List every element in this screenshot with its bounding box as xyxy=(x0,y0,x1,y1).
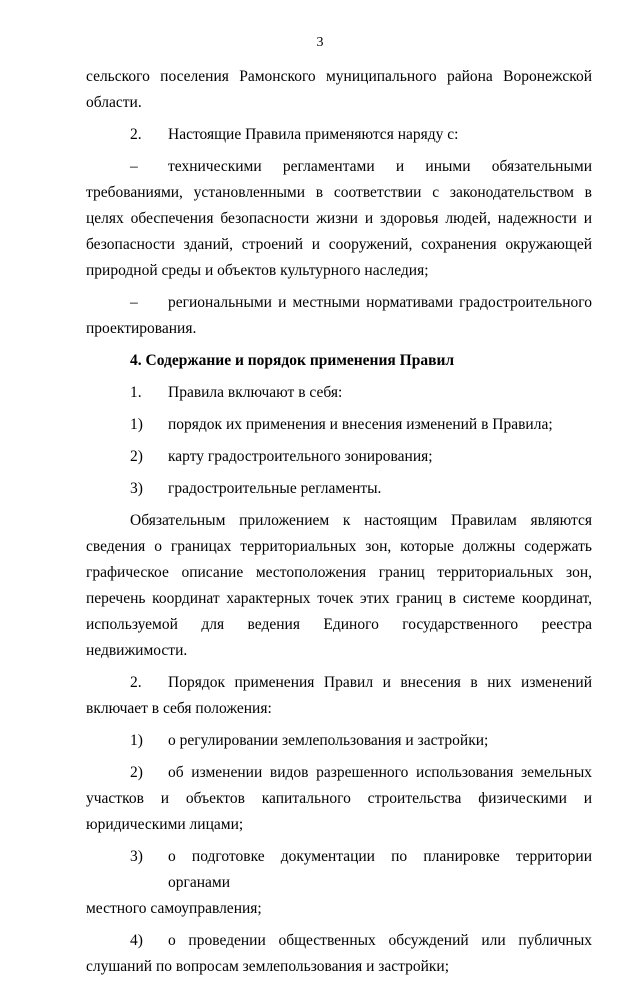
item-number: 2) xyxy=(130,764,143,781)
item-text: градостроительные регламенты. xyxy=(168,480,382,497)
list-item xyxy=(86,728,592,754)
item-number: 1) xyxy=(130,416,143,433)
item-number: 2. xyxy=(130,674,142,691)
dash-item-first-line: региональными и местными нормативами градостроительного xyxy=(168,294,592,311)
item-text: карту градостроительного зонирования; xyxy=(168,448,433,465)
document-body xyxy=(86,64,592,986)
section-heading: 4. Содержание и порядок применения Правил xyxy=(130,352,455,369)
list-item xyxy=(86,760,592,838)
item-number: 1. xyxy=(130,384,142,401)
item-first-line: Порядок применения Правил и внесения в них изменений xyxy=(168,674,592,691)
item-first-line: об изменении видов разрешенного использования земельных xyxy=(168,764,592,781)
page-number: 3 xyxy=(316,35,324,50)
item-number: 3) xyxy=(130,848,143,865)
dash-item-first-line: техническими регламентами и иными обязательными xyxy=(168,158,592,175)
paragraph-continuation: сельского поселения Рамонского муниципального района Воронежской области. xyxy=(86,68,592,111)
list-item xyxy=(86,122,592,148)
item-text: порядок их применения и внесения изменений в Правила; xyxy=(168,416,553,433)
list-item xyxy=(86,412,592,438)
item-number: 2. xyxy=(130,126,142,143)
list-item xyxy=(86,670,592,722)
item-text: Правила включают в себя: xyxy=(168,384,343,401)
item-number: 2) xyxy=(130,448,143,465)
item-number: 3) xyxy=(130,480,143,497)
dash-item xyxy=(86,154,592,284)
list-item xyxy=(86,844,592,922)
list-item xyxy=(86,380,592,406)
item-continuation: включает в себя положения: xyxy=(86,700,272,717)
item-first-line: о подготовке документации по планировке территории органами xyxy=(168,848,592,891)
dash-symbol: – xyxy=(130,294,138,311)
list-item xyxy=(86,928,592,980)
list-item xyxy=(86,476,592,502)
item-continuation: участков и объектов капитального строительства физическими и юридическими лицами; xyxy=(86,790,592,833)
item-number: 1) xyxy=(130,732,143,749)
item-continuation: местного самоуправления; xyxy=(86,900,262,917)
dash-item-continuation: проектирования. xyxy=(86,320,197,337)
item-number: 4) xyxy=(130,932,143,949)
item-text: Настоящие Правила применяются наряду с: xyxy=(168,126,459,143)
item-text: о регулировании землепользования и застройки; xyxy=(168,732,489,749)
paragraph-appendix: Обязательным приложением к настоящим Правилам являются сведения о границах территориальных зон, которые должны содержать графическое описание местоположения границ территориальных зон, перечень координат характерных точек этих границ в системе координат, используемой для ведения Единого государственного реестра недвижимости. xyxy=(86,512,592,659)
dash-item-continuation: требованиями, установленными в соответствии с законодательством в целях обеспечения безопасности жизни и здоровья людей, надежности и безопасности зданий, строений и сооружений, сохранения окружающей природной среды и объектов культурного наследия; xyxy=(86,184,592,279)
list-item xyxy=(86,444,592,470)
item-continuation: слушаний по вопросам землепользования и застройки; xyxy=(86,958,450,975)
dash-symbol: – xyxy=(130,158,138,175)
item-first-line: о проведении общественных обсуждений или публичных xyxy=(168,932,592,949)
dash-item xyxy=(86,290,592,342)
